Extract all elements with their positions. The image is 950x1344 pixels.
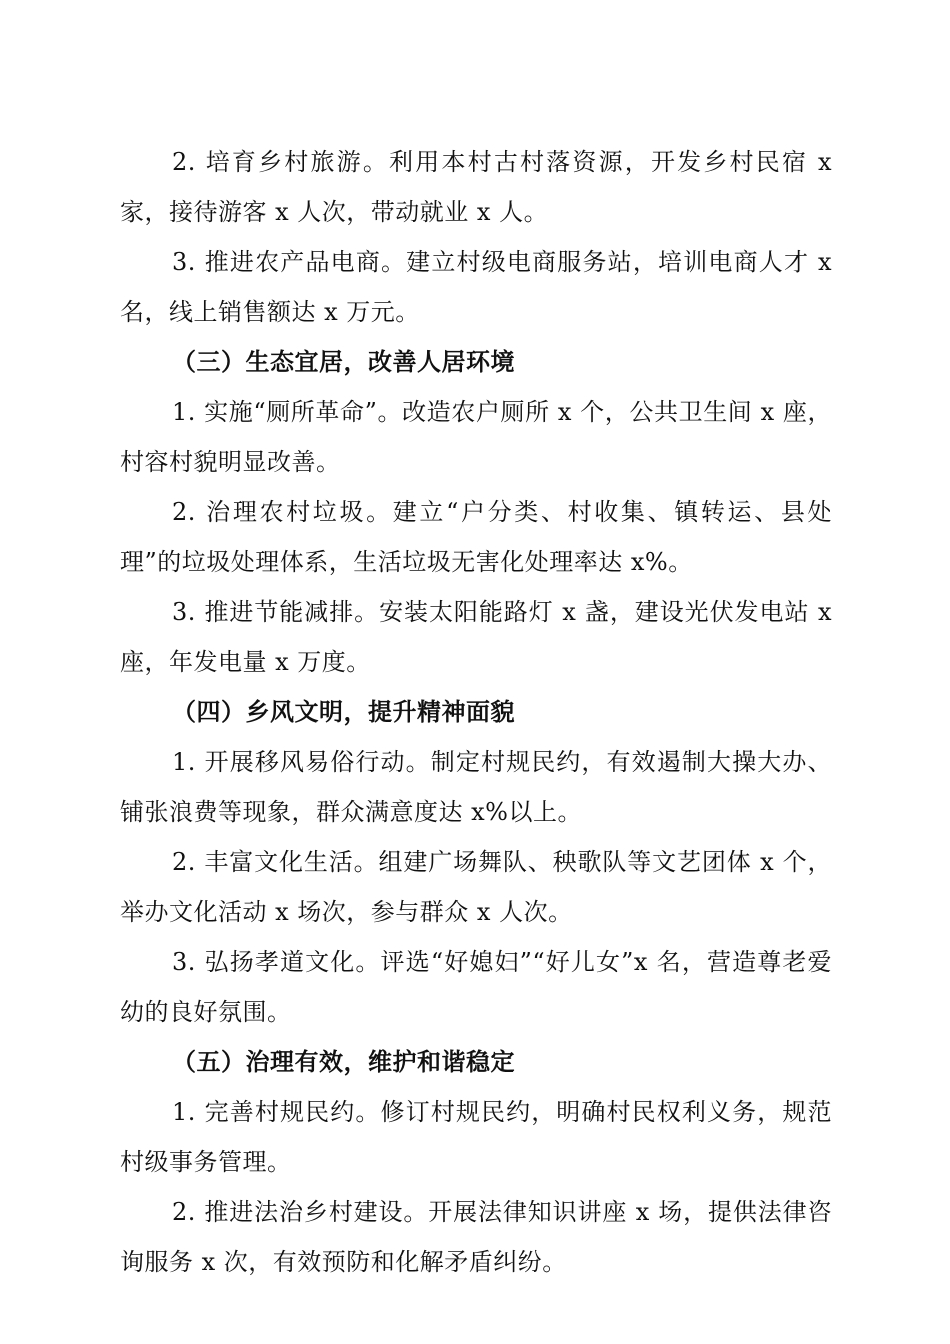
section-heading-civility: （四）乡风文明，提升精神面貌	[172, 697, 515, 726]
item-ecommerce: 3. 推进农产品电商。建立村级电商服务站，培训电商人才 x 名，线上销售额达 x 万元。	[120, 248, 832, 326]
item-rural-tourism: 2. 培育乡村旅游。利用本村古村落资源，开发乡村民宿 x 家，接待游客 x 人次，带动就业 x 人。	[120, 148, 832, 226]
section-heading-ecology: （三）生态宜居，改善人居环境	[172, 347, 515, 376]
item-customs-reform: 1. 开展移风易俗行动。制定村规民约，有效遏制大操大办、铺张浪费等现象，群众满意度达 x%以上。	[120, 748, 832, 826]
item-village-rules: 1. 完善村规民约。修订村规民约，明确村民权利义务，规范村级事务管理。	[120, 1098, 832, 1176]
item-garbage-treatment: 2. 治理农村垃圾。建立“户分类、村收集、镇转运、县处理”的垃圾处理体系，生活垃圾无害化处理率达 x%。	[120, 498, 832, 576]
item-cultural-life: 2. 丰富文化生活。组建广场舞队、秧歌队等文艺团体 x 个，举办文化活动 x 场次，参与群众 x 人次。	[120, 848, 832, 926]
section-heading-governance: （五）治理有效，维护和谐稳定	[172, 1047, 515, 1076]
item-toilet-revolution: 1. 实施“厕所革命”。改造农户厕所 x 个，公共卫生间 x 座，村容村貌明显改善。	[120, 398, 832, 476]
item-filial-piety: 3. 弘扬孝道文化。评选“好媳妇”“好儿女”x 名，营造尊老爱幼的良好氛围。	[120, 948, 832, 1026]
item-rule-of-law: 2. 推进法治乡村建设。开展法律知识讲座 x 场，提供法律咨询服务 x 次，有效预防和化解矛盾纠纷。	[120, 1198, 832, 1276]
document-body	[120, 137, 832, 1287]
item-energy-saving: 3. 推进节能减排。安装太阳能路灯 x 盏，建设光伏发电站 x 座，年发电量 x 万度。	[120, 598, 832, 676]
